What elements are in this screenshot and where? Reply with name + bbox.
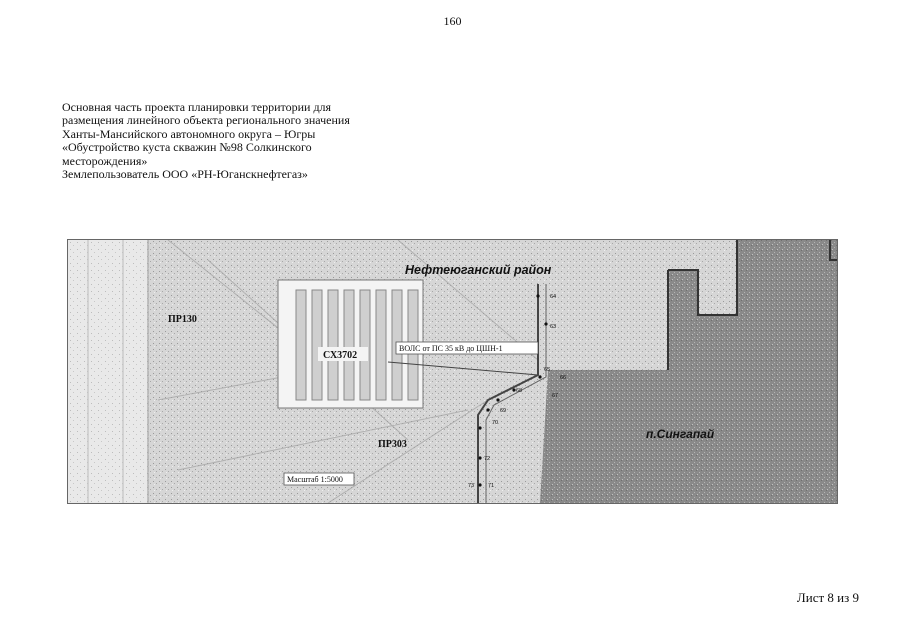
point-label-64: 64: [550, 294, 557, 300]
point-label-63: 63: [550, 324, 557, 330]
settlement-label: п.Сингапай: [646, 427, 715, 441]
header-line-2: размещения линейного объекта регионального значения: [62, 113, 350, 128]
map-canvas: [68, 240, 837, 503]
point-label-67: 67: [552, 393, 559, 399]
planning-map: [67, 239, 838, 504]
page-number: 160: [443, 14, 462, 28]
point-label-69: 69: [500, 408, 507, 414]
header-line-4: «Обустройство куста скважин №98 Солкинского: [62, 140, 312, 155]
point-label-68: 68: [516, 388, 523, 394]
header-line-5: месторождения»: [62, 153, 148, 168]
header-line-6: Землепользователь ООО «РН-Юганскнефтегаз»: [62, 167, 308, 182]
point-label-72: 72: [484, 456, 491, 462]
point-label-73: 73: [468, 483, 475, 489]
point-label-70: 70: [492, 420, 499, 426]
zone-label-pr130: ПР130: [168, 314, 197, 325]
region-label: Нефтеюганский район: [405, 263, 552, 277]
header-line-3: Ханты-Мансийского автономного округа – Югры: [62, 126, 316, 141]
left-strip: [68, 240, 148, 503]
point-label-66: 66: [560, 375, 567, 381]
sheet-counter: Лист 8 из 9: [796, 590, 859, 605]
line-callout: ВОЛС от ПС 35 кВ до ЦШН-1: [399, 344, 503, 353]
map-scale: Масштаб 1:5000: [287, 475, 343, 484]
document-header: [62, 101, 402, 181]
point-label-71: 71: [488, 483, 495, 489]
point-label-65: 65: [544, 367, 551, 373]
zone-label-sh3702: СХ3702: [323, 350, 358, 361]
zone-label-pr303: ПР303: [378, 439, 407, 450]
header-line-1: Основная часть проекта планировки территории для: [62, 100, 332, 114]
